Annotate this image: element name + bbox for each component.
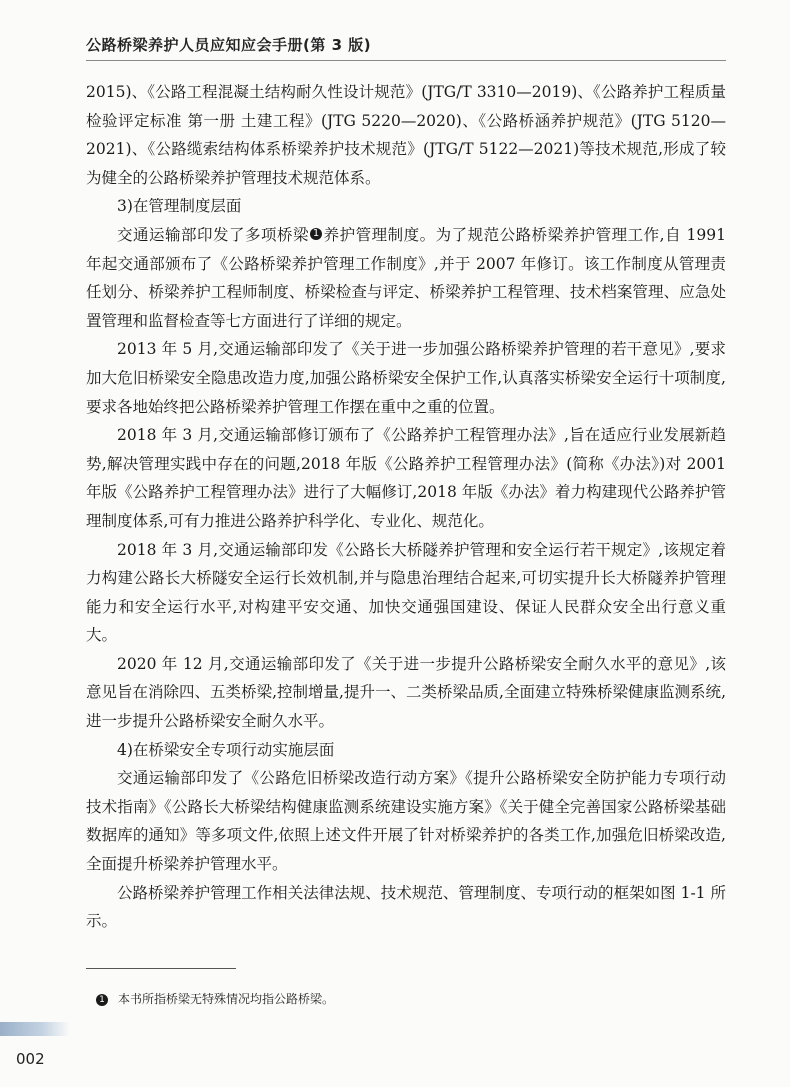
footnote-reference-marker[interactable]: 1: [310, 228, 322, 240]
section-heading-3: 3)在管理制度层面: [117, 197, 242, 216]
section-heading-4: 4)在桥梁安全专项行动实施层面: [117, 740, 335, 759]
body-text: [86, 78, 726, 936]
paragraph-3: 交通运输部印发了多项桥梁 $^1$ 养护管理制度。为了规范公路桥梁养护管理工作,自 1991 年起交通部颁布了《公路桥梁养护管理工作制度》,并于 2007 年修订。该工作制度从管理责任划分、桥梁养护工程师制度、桥梁检查与评定、桥梁养护工程管理、技术档案管理、应急处置管理和监督检查等七方面进行了详细的规定。: [86, 225, 726, 330]
paragraph-5: 2018 年 3 月,交通运输部修订颁布了《公路养护工程管理办法》,旨在适应行业发展新趋势,解决管理实践中存在的问题,2018 年版《公路养护工程管理办法》(简称《办法》)对 2001 年版《公路养护工程管理办法》进行了大幅修订,2018 年版《办法》着力构建现代公路养护管理制度体系,可有力推进公路养护科学化、专业化、规范化。: [86, 426, 726, 530]
header-rule: [86, 60, 726, 61]
paragraph-1: 2015)、《公路工程混凝土结构耐久性设计规范》(JTG/T 3310—2019)、《公路养护工程质量检验评定标准 第一册 土建工程》(JTG 5220—2020)、《公路桥涵养护规范》(JTG 5120—2021)、《公路缆索结构体系桥梁养护技术规范》(JTG/T 5122—2021)等技术规范,形成了较为健全的公路桥梁养护管理技术规范体系。: [86, 83, 726, 187]
running-header: 公路桥梁养护人员应知应会手册(第 3 版): [86, 36, 372, 54]
paragraph-6: 2018 年 3 月,交通运输部印发《公路长大桥隧养护管理和安全运行若干规定》,该规定着力构建公路长大桥隧安全运行长效机制,并与隐患治理结合起来,可切实提升长大桥隧养护管理能力和安全运行水平,对构建平安交通、加快交通强国建设、保证人民群众安全出行意义重大。: [86, 540, 726, 645]
paragraph-10: 公路桥梁养护管理工作相关法律法规、技术规范、管理制度、专项行动的框架如图 1-1 所示。: [86, 883, 726, 931]
footnote-rule: [86, 968, 236, 969]
footnote: [96, 990, 334, 1007]
page-edge-tab: [0, 1022, 70, 1036]
paragraph-7: 2020 年 12 月,交通运输部印发了《关于进一步提升公路桥梁安全耐久水平的意见》,该意见旨在消除四、五类桥梁,控制增量,提升一、二类桥梁品质,全面建立特殊桥梁健康监测系统,进一步提升公路桥梁安全耐久水平。: [86, 654, 726, 731]
paragraph-9: 交通运输部印发了《公路危旧桥梁改造行动方案》《提升公路桥梁安全防护能力专项行动技术指南》《公路长大桥梁结构健康监测系统建设实施方案》《关于健全完善国家公路桥梁基础数据库的通知》等多项文件,依照上述文件开展了针对桥梁养护的各类工作,加强危旧桥梁改造,全面提升桥梁养护管理水平。: [86, 769, 726, 874]
page-number: 002: [16, 1050, 45, 1068]
footnote-marker: 1: [96, 994, 108, 1006]
footnote-text: 本书所指桥梁无特殊情况均指公路桥梁。: [118, 992, 335, 1006]
paragraph-4: 2013 年 5 月,交通运输部印发了《关于进一步加强公路桥梁养护管理的若干意见》,要求加大危旧桥梁安全隐患改造力度,加强公路桥梁安全保护工作,认真落实桥梁安全运行十项制度,要求各地始终把公路桥梁养护管理工作摆在重中之重的位置。: [86, 340, 726, 416]
